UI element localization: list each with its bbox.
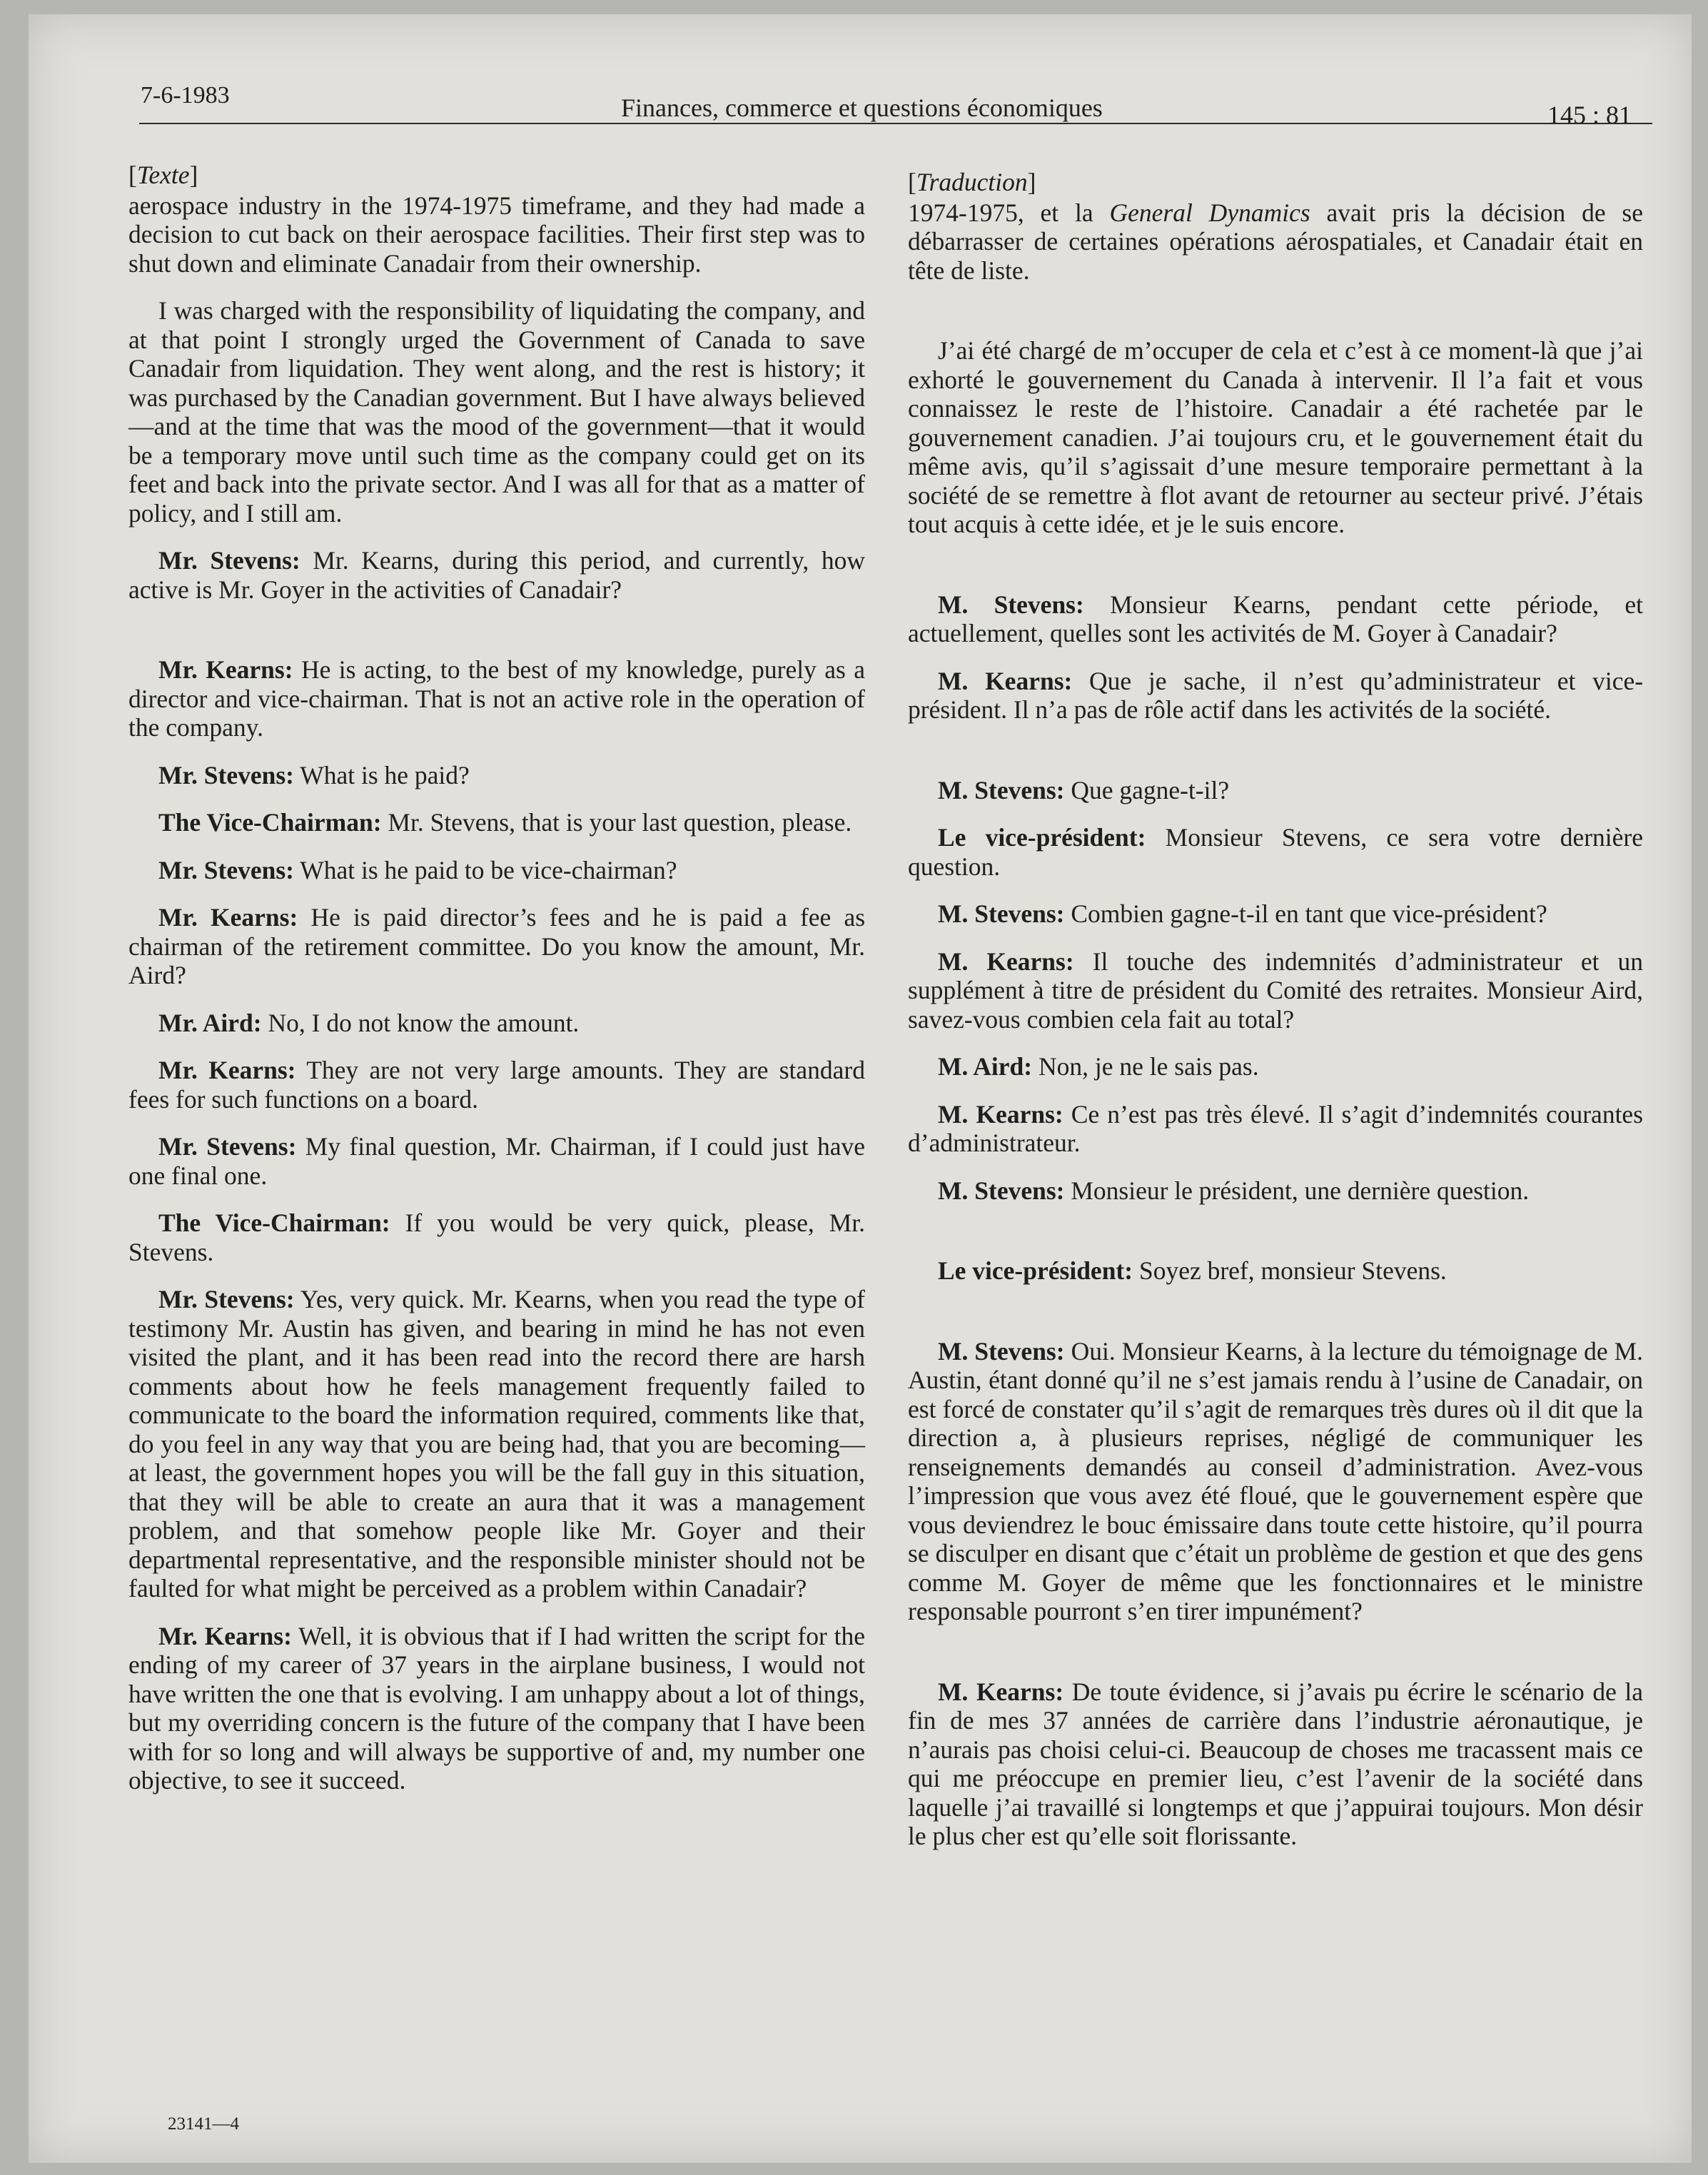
speaker-name: M. Stevens: bbox=[938, 590, 1084, 619]
speaker-paragraph bbox=[128, 1132, 865, 1190]
speech-text: Well, it is obvious that if I had written the script for the ending of my career of 37 years in the airplane business, I would not have written the one that is evolving. I am unhappy about a lot of things, but my overriding concern is the future of the company that I have been with for so long and will always be supportive of and, my number one objective, to see it succeed. bbox=[128, 1621, 865, 1795]
speaker-name: M. Stevens: bbox=[938, 1176, 1065, 1205]
speaker-name: M. Kearns: bbox=[938, 1677, 1064, 1706]
speaker-paragraph bbox=[128, 856, 865, 885]
paragraph: 1974-1975, et la General Dynamics avait pris la décision de se débarrasser de certaines opérations aérospatiales, et Canadair était en tête de liste. bbox=[908, 198, 1644, 285]
speaker-name: Mr. Stevens: bbox=[158, 546, 300, 575]
speaker-name: M. Stevens: bbox=[938, 775, 1065, 804]
speech-text: No, I do not know the amount. bbox=[268, 1008, 580, 1037]
speaker-paragraph bbox=[908, 667, 1643, 725]
speaker-paragraph bbox=[128, 1622, 865, 1795]
speaker-paragraph bbox=[128, 655, 865, 742]
page-running-title: Finances, commerce et questions économiques bbox=[621, 94, 1103, 122]
speech-text: Yes, very quick. Mr. Kearns, when you read the type of testimony Mr. Austin has given, and bearing in mind he has not even visited the plant, and it has been read into the record there are harsh comments about how he feels management frequently failed to communicate to the board the information required, comments like that, do you feel in any way that you are being had, that you are becoming—at least, the government hopes you will be the fall guy in this situation, that they will be able to create an aura that it was a management problem, and that somehow people like Mr. Goyer and their departmental representative, and the responsible minister should not be faulted for what might be perceived as a problem within Canadair? bbox=[128, 1285, 865, 1603]
company-name-italic: General Dynamics bbox=[1109, 198, 1310, 227]
speaker-name: Le vice-président: bbox=[938, 1256, 1133, 1285]
speaker-name: Mr. Aird: bbox=[158, 1008, 262, 1037]
english-column-label: [Texte] bbox=[128, 161, 198, 189]
speaker-paragraph bbox=[128, 1056, 865, 1114]
speaker-paragraph bbox=[908, 1337, 1643, 1626]
speaker-name: The Vice-Chairman: bbox=[158, 808, 382, 837]
page-number: 145 : 81 bbox=[1547, 101, 1632, 129]
speech-text: Non, je ne le sais pas. bbox=[1039, 1052, 1259, 1081]
speaker-name: Mr. Kearns: bbox=[158, 1621, 292, 1650]
speech-text: They are not very large amounts. They are standard fees for such functions on a board. bbox=[128, 1056, 865, 1114]
speaker-paragraph bbox=[908, 1176, 1643, 1206]
speaker-name: Mr. Stevens: bbox=[158, 855, 294, 884]
speaker-paragraph bbox=[128, 1208, 865, 1266]
speaker-name: M. Aird: bbox=[938, 1052, 1033, 1081]
speech-text: He is acting, to the best of my knowledge, purely as a director and vice-chairman. That is not an active role in the operation of the company. bbox=[128, 655, 866, 742]
speaker-paragraph bbox=[908, 1100, 1643, 1158]
speech-text: Il touche des indemnités d’administrateur et un supplément à titre de président du Comité des retraites. Monsieur Aird, savez-vous combien cela fait au total? bbox=[908, 947, 1644, 1034]
speaker-paragraph bbox=[908, 776, 1643, 805]
speaker-name: Mr. Kearns: bbox=[158, 1056, 296, 1084]
footer-code: 23141—4 bbox=[168, 2114, 239, 2134]
speech-text: What is he paid to be vice-chairman? bbox=[300, 855, 677, 884]
speech-text: He is paid director’s fees and he is paid a fee as chairman of the retirement committee. Do you know the amount, Mr. Aird? bbox=[128, 903, 866, 989]
speaker-paragraph bbox=[128, 546, 865, 604]
english-column bbox=[128, 161, 865, 1814]
speaker-paragraph bbox=[128, 761, 865, 790]
speaker-name: M. Stevens: bbox=[938, 1336, 1065, 1366]
french-column-label: [Traduction] bbox=[908, 168, 1036, 196]
speaker-name: M. Kearns: bbox=[938, 1099, 1063, 1129]
speech-text: De toute évidence, si j’avais pu écrire le scénario de la fin de mes 37 années de carrière dans l’industrie aéronautique, je n’aurais pas choisi celui-ci. Beaucoup de choses me tracassent mais ce qui me préoccupe en premier lieu, c’est l’avenir de la société dans laquelle j’ai travaillé si longtemps et que j’appuirai toujours. Mon désir le plus cher est qu’elle soit florissante. bbox=[908, 1677, 1643, 1850]
speaker-name: M. Kearns: bbox=[938, 947, 1074, 976]
speaker-paragraph bbox=[908, 947, 1643, 1034]
speaker-name: M. Kearns: bbox=[938, 666, 1073, 695]
french-column bbox=[908, 168, 1643, 1869]
header-rule bbox=[139, 123, 1652, 124]
speech-text: Que je sache, il n’est qu’administrateur et vice-président. Il n’a pas de rôle actif dans les activités de la société. bbox=[908, 666, 1644, 724]
speaker-paragraph bbox=[908, 1677, 1643, 1851]
speech-text: Monsieur le président, une dernière question. bbox=[1071, 1176, 1530, 1205]
speech-text: Mr. Stevens, that is your last question, please. bbox=[388, 808, 852, 837]
paragraph: I was charged with the responsibility of liquidating the company, and at that point I strongly urged the Government of Canada to save Canadair from liquidation. They went along, and the rest is history; it was purchased by the Canadian government. But I have always believed—and at the time that was the mood of the government—that it would be a temporary move until such time as the company could get on its feet and back into the private sector. And I was all for that as a matter of policy, and I still am. bbox=[128, 296, 865, 528]
speaker-paragraph bbox=[908, 1256, 1643, 1286]
speaker-paragraph bbox=[908, 899, 1643, 929]
speaker-name: Mr. Stevens: bbox=[158, 760, 294, 789]
speaker-name: Mr. Stevens: bbox=[158, 1285, 295, 1313]
speaker-paragraph bbox=[908, 823, 1643, 881]
speech-text: Mr. Kearns, during this period, and currently, how active is Mr. Goyer in the activities of Canadair? bbox=[128, 546, 866, 604]
speaker-paragraph bbox=[128, 1285, 865, 1603]
speaker-paragraph bbox=[908, 590, 1643, 648]
speaker-name: Mr. Kearns: bbox=[158, 655, 293, 684]
speech-text: My final question, Mr. Chairman, if I could just have one final one. bbox=[128, 1132, 866, 1190]
speech-text: Que gagne-t-il? bbox=[1071, 775, 1230, 804]
speaker-name: The Vice-Chairman: bbox=[158, 1208, 390, 1237]
speaker-name: Mr. Kearns: bbox=[158, 903, 298, 932]
speech-text: If you would be very quick, please, Mr. Stevens. bbox=[128, 1208, 865, 1266]
speaker-name: Mr. Stevens: bbox=[158, 1132, 297, 1161]
paragraph: aerospace industry in the 1974-1975 timeframe, and they had made a decision to cut back on their aerospace facilities. Their first step was to shut down and eliminate Canadair from their ownership. bbox=[128, 191, 865, 278]
speech-text: Combien gagne-t-il en tant que vice-président? bbox=[1071, 899, 1547, 928]
paragraph: J’ai été chargé de m’occuper de cela et c’est à ce moment-là que j’ai exhorté le gouvernement du Canada à intervenir. Il l’a fait et vous connaissez le reste de l’histoire. Canadair a été rachetée par le gouvernement canadien. J’ai toujours cru, et le gouvernement était du même avis, qu’il s’agissait d’une mesure temporaire permettant à la société de se remettre à flot avant de retourner au secteur privé. J’étais tout acquis à cette idée, et je le suis encore. bbox=[908, 336, 1643, 538]
speaker-paragraph bbox=[908, 1052, 1643, 1081]
speech-text: Monsieur Kearns, pendant cette période, et actuellement, quelles sont les activités de M. Goyer à Canadair? bbox=[908, 590, 1643, 647]
speech-text: Monsieur Stevens, ce sera votre dernière question. bbox=[908, 823, 1643, 881]
page-date: 7-6-1983 bbox=[141, 82, 230, 109]
speaker-paragraph bbox=[128, 903, 865, 990]
speech-text: What is he paid? bbox=[300, 760, 470, 789]
speech-text: Oui. Monsieur Kearns, à la lecture du témoignage de M. Austin, étant donné qu’il ne s’est jamais rendu à l’usine de Canadair, on est forcé de constater qu’il s’agit de remarques très dures où il dit que la direction a, à plusieurs reprises, négligé de communiquer les renseignements demandés au conseil d’administration. Avez-vous l’impression que vous avez été floué, que le gouvernement espère que vous deviendrez le bouc émissaire dans toute cette histoire, qu’il pourra se disculper en disant que c’était un problème de gestion et que des gens comme M. Goyer de même que les fonctionnaires et le ministre responsable pourront s’en tirer impunément? bbox=[908, 1336, 1644, 1625]
speaker-paragraph bbox=[128, 808, 865, 837]
page-sheet bbox=[29, 14, 1692, 2163]
speech-text: Soyez bref, monsieur Stevens. bbox=[1138, 1256, 1447, 1285]
speaker-name: M. Stevens: bbox=[938, 899, 1065, 928]
speech-text: Ce n’est pas très élevé. Il s’agit d’indemnités courantes d’administrateur. bbox=[908, 1099, 1643, 1157]
speaker-name: Le vice-président: bbox=[938, 823, 1146, 852]
speaker-paragraph bbox=[128, 1009, 865, 1038]
